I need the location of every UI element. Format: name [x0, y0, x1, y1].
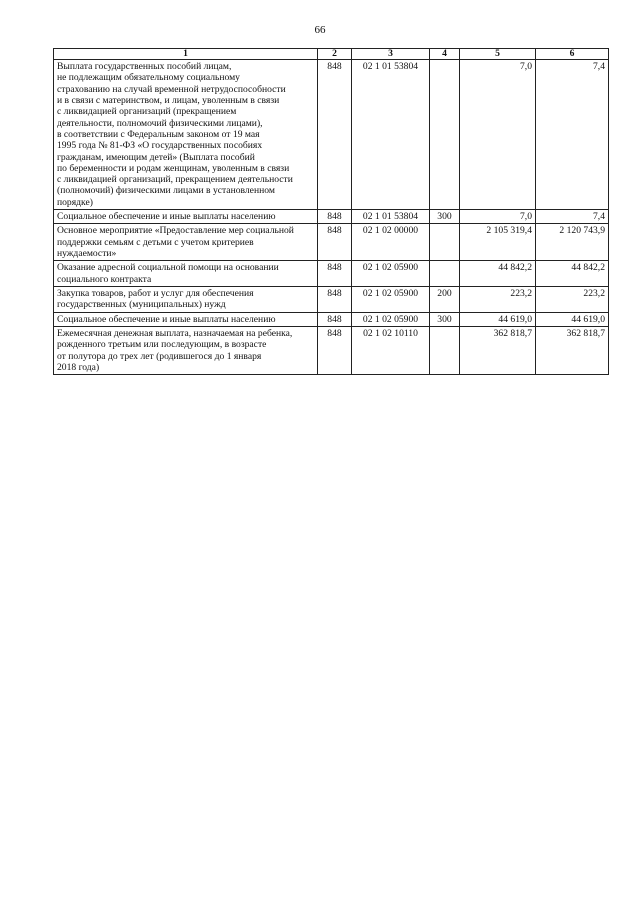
row-sum-col6: 223,2	[536, 286, 609, 312]
row-expense-type: 300	[430, 312, 460, 326]
row-name: Основное мероприятие «Предоставление мер социальной поддержки семьям с детьми с учетом критериев нуждаемости»	[54, 224, 318, 261]
row-target-code: 02 1 01 53804	[352, 210, 430, 224]
table-row	[54, 60, 609, 210]
row-target-code: 02 1 02 05900	[352, 286, 430, 312]
row-name: Выплата государственных пособий лицам, не подлежащим обязательному социальному страхованию на случай временной нетрудоспособности и в связи с материнством, и лицам, уволенным в связи с ликвидацией организаций (прекращением деятельности, полномочий физическими лицами), в соответствии с Федеральным законом от 19 мая 1995 года № 81-ФЗ «О государственных пособиях гражданам, имеющим детей» (Выплата пособий по беременности и родам женщинам, уволенным в связи с ликвидацией организаций, прекращением деятельности (полномочий) физическими лицами в установленном порядке)	[54, 60, 318, 210]
table-row	[54, 286, 609, 312]
header-col-6: 6	[536, 49, 609, 60]
row-sum-col6: 2 120 743,9	[536, 224, 609, 261]
table-header-row	[54, 49, 609, 60]
row-ministry: 848	[318, 286, 352, 312]
row-target-code: 02 1 01 53804	[352, 60, 430, 210]
header-col-4: 4	[430, 49, 460, 60]
page-number: 66	[314, 24, 326, 36]
row-sum-col6: 7,4	[536, 210, 609, 224]
row-sum-col5: 2 105 319,4	[460, 224, 536, 261]
row-expense-type: 300	[430, 210, 460, 224]
row-sum-col6: 44 619,0	[536, 312, 609, 326]
row-sum-col5: 362 818,7	[460, 326, 536, 374]
table-row	[54, 326, 609, 374]
row-ministry: 848	[318, 60, 352, 210]
row-sum-col6: 7,4	[536, 60, 609, 210]
header-col-5: 5	[460, 49, 536, 60]
row-target-code: 02 1 02 10110	[352, 326, 430, 374]
row-sum-col5: 44 842,2	[460, 261, 536, 287]
row-expense-type	[430, 224, 460, 261]
header-col-2: 2	[318, 49, 352, 60]
table-row	[54, 312, 609, 326]
row-expense-type	[430, 326, 460, 374]
row-ministry: 848	[318, 312, 352, 326]
budget-table	[53, 48, 609, 375]
row-ministry: 848	[318, 261, 352, 287]
row-target-code: 02 1 02 00000	[352, 224, 430, 261]
row-name: Закупка товаров, работ и услуг для обеспечения государственных (муниципальных) нужд	[54, 286, 318, 312]
row-ministry: 848	[318, 224, 352, 261]
row-ministry: 848	[318, 210, 352, 224]
row-expense-type	[430, 60, 460, 210]
row-expense-type	[430, 261, 460, 287]
table-row	[54, 210, 609, 224]
header-col-3: 3	[352, 49, 430, 60]
row-name: Социальное обеспечение и иные выплаты населению	[54, 210, 318, 224]
row-name: Социальное обеспечение и иные выплаты населению	[54, 312, 318, 326]
header-col-1: 1	[54, 49, 318, 60]
row-sum-col5: 44 619,0	[460, 312, 536, 326]
row-sum-col5: 223,2	[460, 286, 536, 312]
row-ministry: 848	[318, 326, 352, 374]
row-expense-type: 200	[430, 286, 460, 312]
row-name: Ежемесячная денежная выплата, назначаемая на ребенка, рожденного третьим или последующим, в возрасте от полутора до трех лет (родившегося до 1 января 2018 года)	[54, 326, 318, 374]
table-row	[54, 224, 609, 261]
row-target-code: 02 1 02 05900	[352, 312, 430, 326]
row-sum-col6: 44 842,2	[536, 261, 609, 287]
row-sum-col5: 7,0	[460, 210, 536, 224]
row-sum-col5: 7,0	[460, 60, 536, 210]
row-sum-col6: 362 818,7	[536, 326, 609, 374]
row-name: Оказание адресной социальной помощи на основании социального контракта	[54, 261, 318, 287]
row-target-code: 02 1 02 05900	[352, 261, 430, 287]
table-row	[54, 261, 609, 287]
